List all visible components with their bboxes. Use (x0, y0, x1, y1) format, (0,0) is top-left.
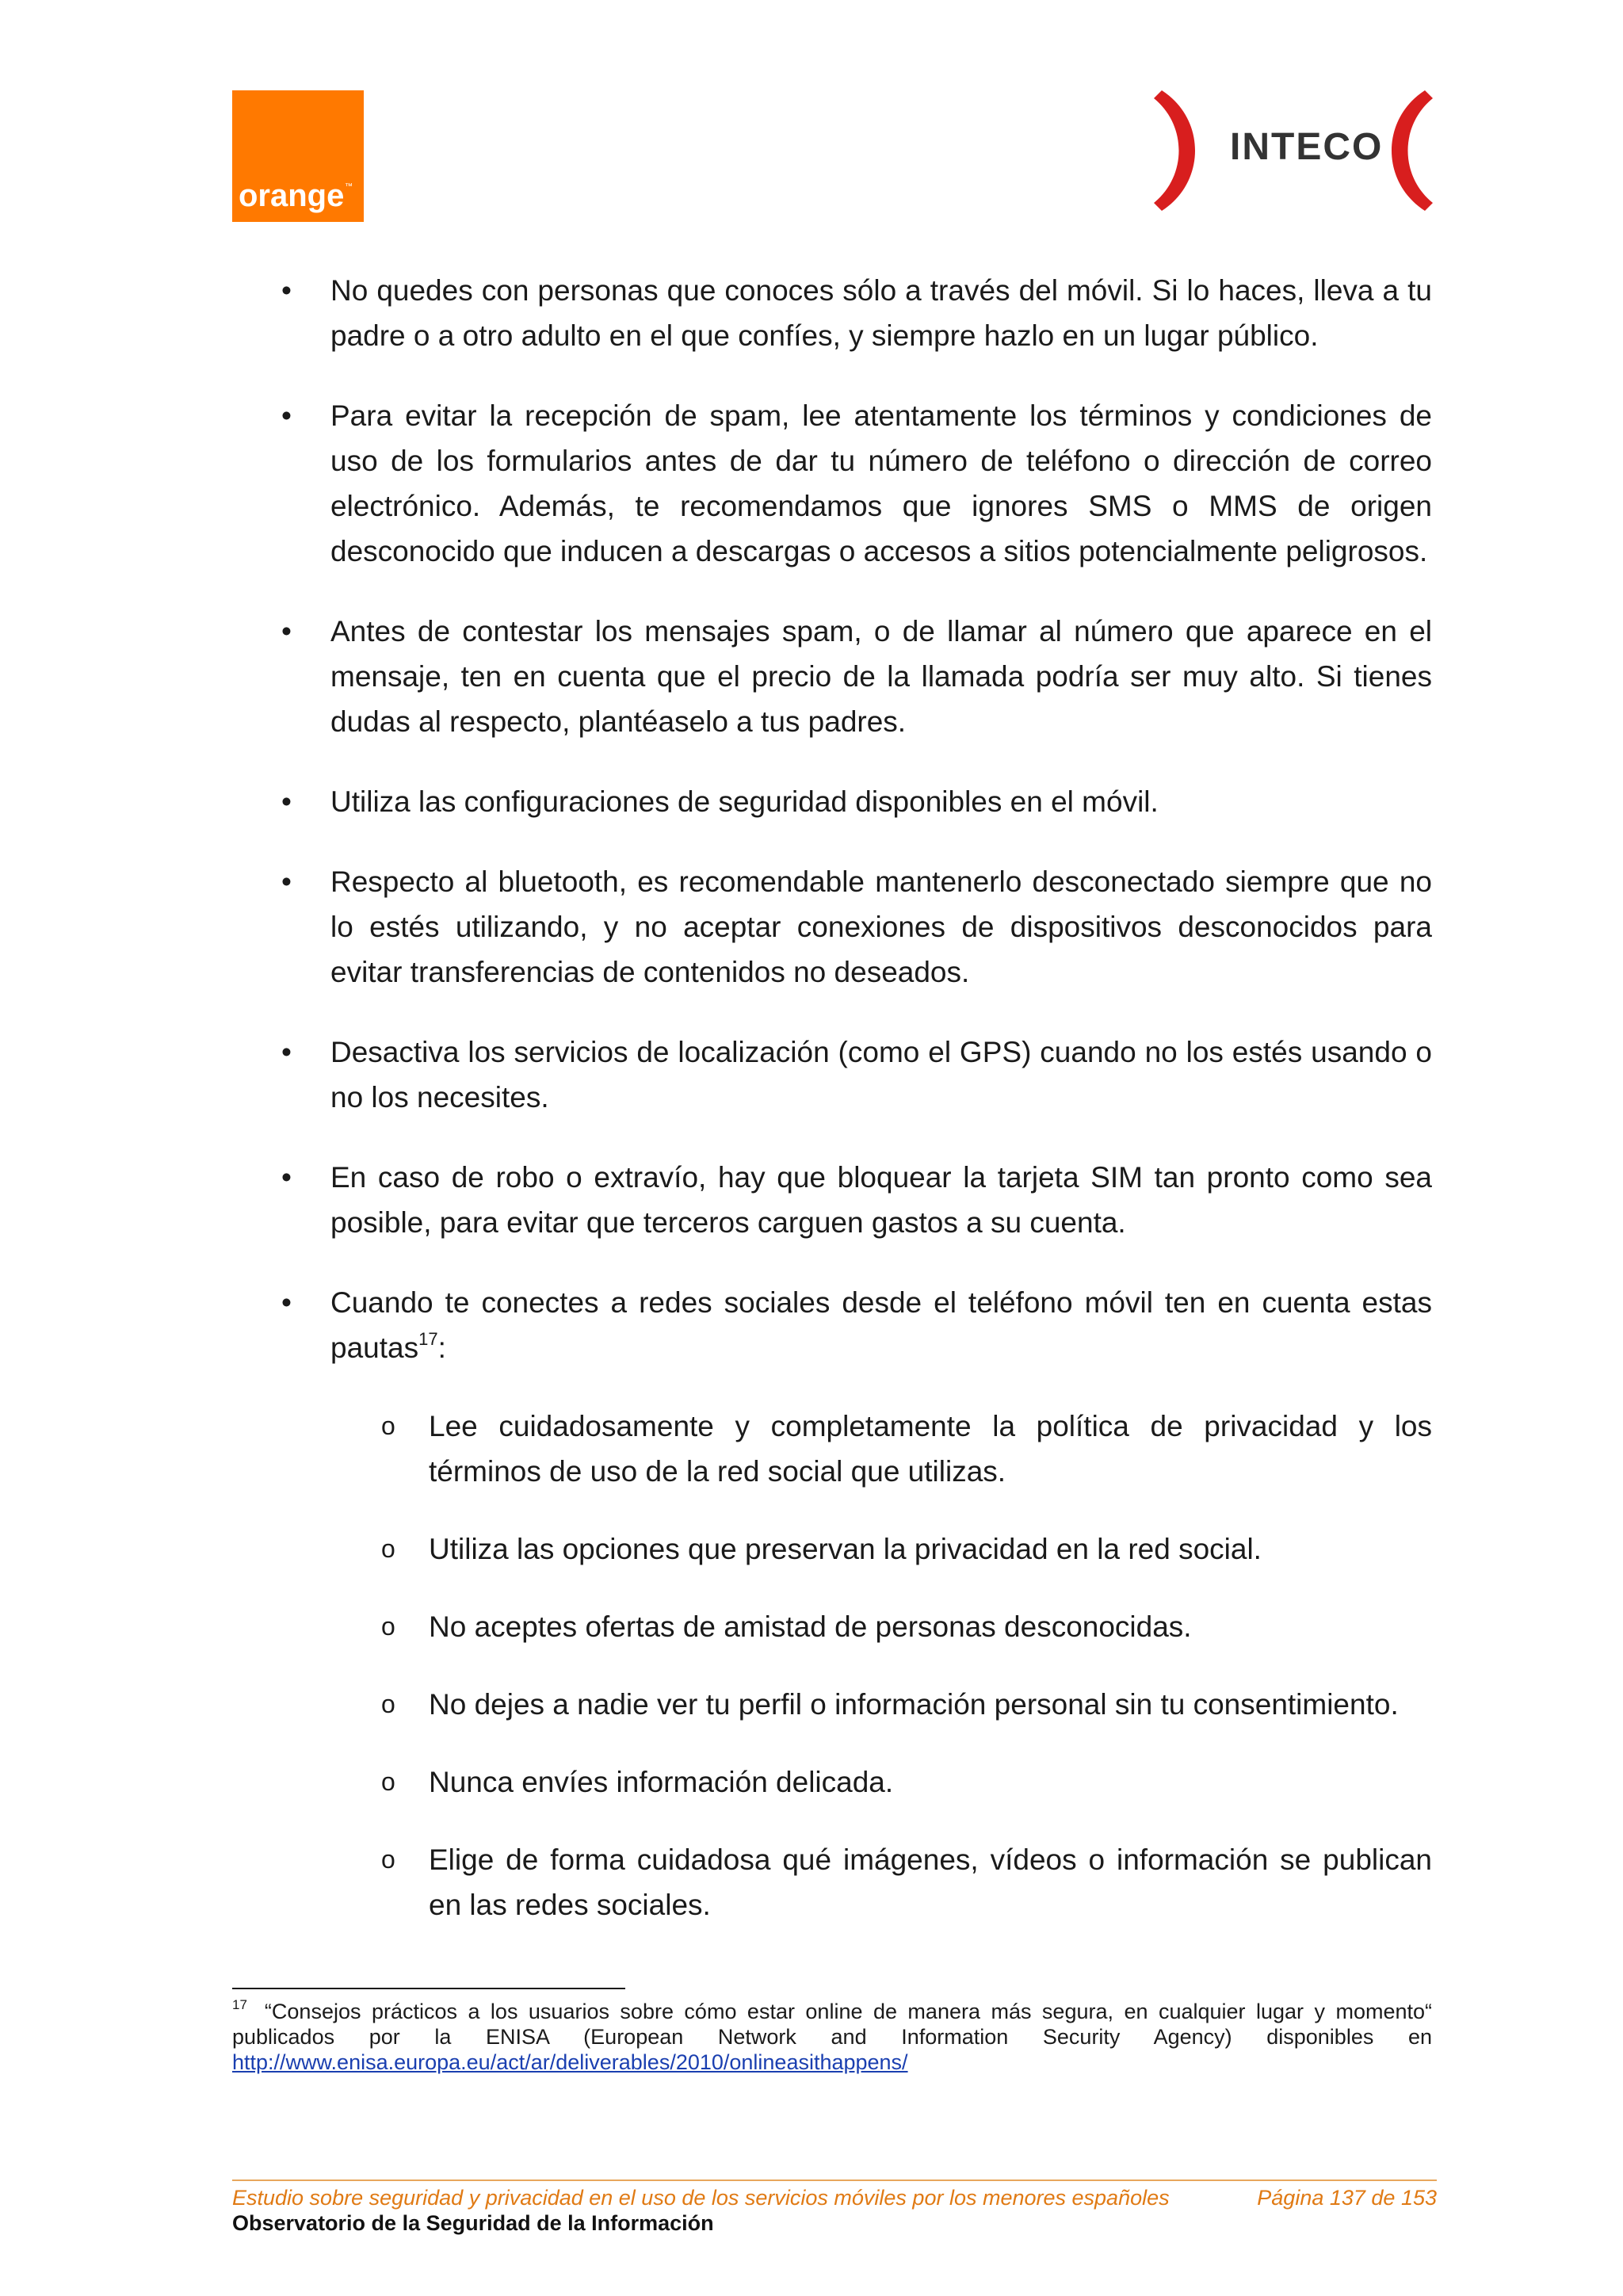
page-number: Página 137 de 153 (1257, 2186, 1437, 2210)
sub-list-item: o Utiliza las opciones que preservan la privacidad en la red social. (330, 1526, 1432, 1572)
list-item: • Utiliza las configuraciones de seguridad disponibles en el móvil. (281, 779, 1432, 824)
bullet-icon: • (281, 399, 292, 432)
circle-bullet-icon: o (381, 1412, 395, 1440)
footnote (232, 1999, 1432, 2075)
orange-logo-text: orange (239, 178, 345, 213)
bullet-icon: • (281, 274, 292, 307)
inteco-logo (1151, 87, 1436, 214)
footnote-number: 17 (232, 1997, 247, 2012)
bullet-icon: • (281, 1161, 292, 1194)
circle-bullet-icon: o (381, 1767, 395, 1796)
circle-bullet-icon: o (381, 1845, 395, 1874)
footer-title: Estudio sobre seguridad y privacidad en el uso de los servicios móviles por los menores españoles (232, 2186, 1170, 2210)
footnote-ref[interactable]: 17 (418, 1329, 438, 1349)
footer-divider (232, 2179, 1437, 2181)
sub-list-item: o Elige de forma cuidadosa qué imágenes, vídeos o información se publican en las redes sociales. (330, 1837, 1432, 1927)
list-item: • Para evitar la recepción de spam, lee atentamente los términos y condiciones de uso de los formularios antes de dar tu número de teléfono o dirección de correo electrónico. Además, te recomendamos que ignores SMS o MMS de origen desconocido que inducen a descargas o accesos a sitios potencialmente peligrosos. (281, 393, 1432, 574)
recommendation-list (281, 268, 1432, 1927)
inteco-logo-text: INTECO (1230, 126, 1384, 168)
circle-bullet-icon: o (381, 1612, 395, 1641)
bullet-icon: • (281, 785, 292, 818)
footnote-divider (232, 1988, 625, 1989)
footer-org: Observatorio de la Seguridad de la Información (232, 2211, 714, 2235)
bullet-icon: • (281, 1036, 292, 1068)
orange-logo-tm: ™ (345, 182, 353, 191)
orange-logo (232, 90, 364, 222)
bullet-icon: • (281, 865, 292, 898)
list-item: • Respecto al bluetooth, es recomendable mantenerlo desconectado siempre que no lo estés utilizando, y no aceptar conexiones de dispositivos desconocidos para evitar transferencias de contenidos no deseados. (281, 859, 1432, 995)
sub-list-item: o Nunca envíes información delicada. (330, 1759, 1432, 1805)
footnote-link[interactable]: http://www.enisa.europa.eu/act/ar/deliverables/2010/onlineasithappens/ (232, 2050, 908, 2074)
list-item: • Desactiva los servicios de localización (como el GPS) cuando no los estés usando o no los necesites. (281, 1030, 1432, 1120)
circle-bullet-icon: o (381, 1690, 395, 1718)
list-item: • En caso de robo o extravío, hay que bloquear la tarjeta SIM tan pronto como sea posible, para evitar que terceros carguen gastos a su cuenta. (281, 1155, 1432, 1245)
sub-list-item: o Lee cuidadosamente y completamente la política de privacidad y los términos de uso de la red social que utilizas. (330, 1404, 1432, 1494)
list-item: • No quedes con personas que conoces sólo a través del móvil. Si lo haces, lleva a tu padre o a otro adulto en el que confíes, y siempre hazlo en un lugar público. (281, 268, 1432, 358)
sub-list-item: o No dejes a nadie ver tu perfil o información personal sin tu consentimiento. (330, 1682, 1432, 1727)
sub-list-item: o No aceptes ofertas de amistad de personas desconocidas. (330, 1604, 1432, 1649)
sub-list (330, 1404, 1432, 1927)
bullet-icon: • (281, 1286, 292, 1319)
circle-bullet-icon: o (381, 1534, 395, 1563)
list-item: • Antes de contestar los mensajes spam, o de llamar al número que aparece en el mensaje, ten en cuenta que el precio de la llamada podría ser muy alto. Si tienes dudas al respecto, plantéaselo a tus padres. (281, 609, 1432, 744)
list-item-social-networks: • Cuando te conectes a redes sociales desde el teléfono móvil ten en cuenta estas pautas$^{17}$: o Lee cuidadosamente y completamente la política de privacidad y los términos de uso de la red social que utilizas. o Utiliza las opciones que preservan la privacidad en la red social. o No aceptes ofertas de amistad de personas desconocidas. o No dejes a nadie ver tu perfil o información personal sin tu consentimiento. o Nunca envíes información delicada. o Elige de forma cuidadosa qué imágenes, vídeos o información se publican en las redes sociales. (281, 1280, 1432, 1927)
bullet-icon: • (281, 615, 292, 648)
footnote-text: “Consejos prácticos a los usuarios sobre cómo estar online de manera más segura, en cualquier lugar y momento“ publicados por la ENISA (European Network and Information Security Agency) disponibles en (232, 2000, 1432, 2049)
page-content (281, 268, 1432, 1962)
